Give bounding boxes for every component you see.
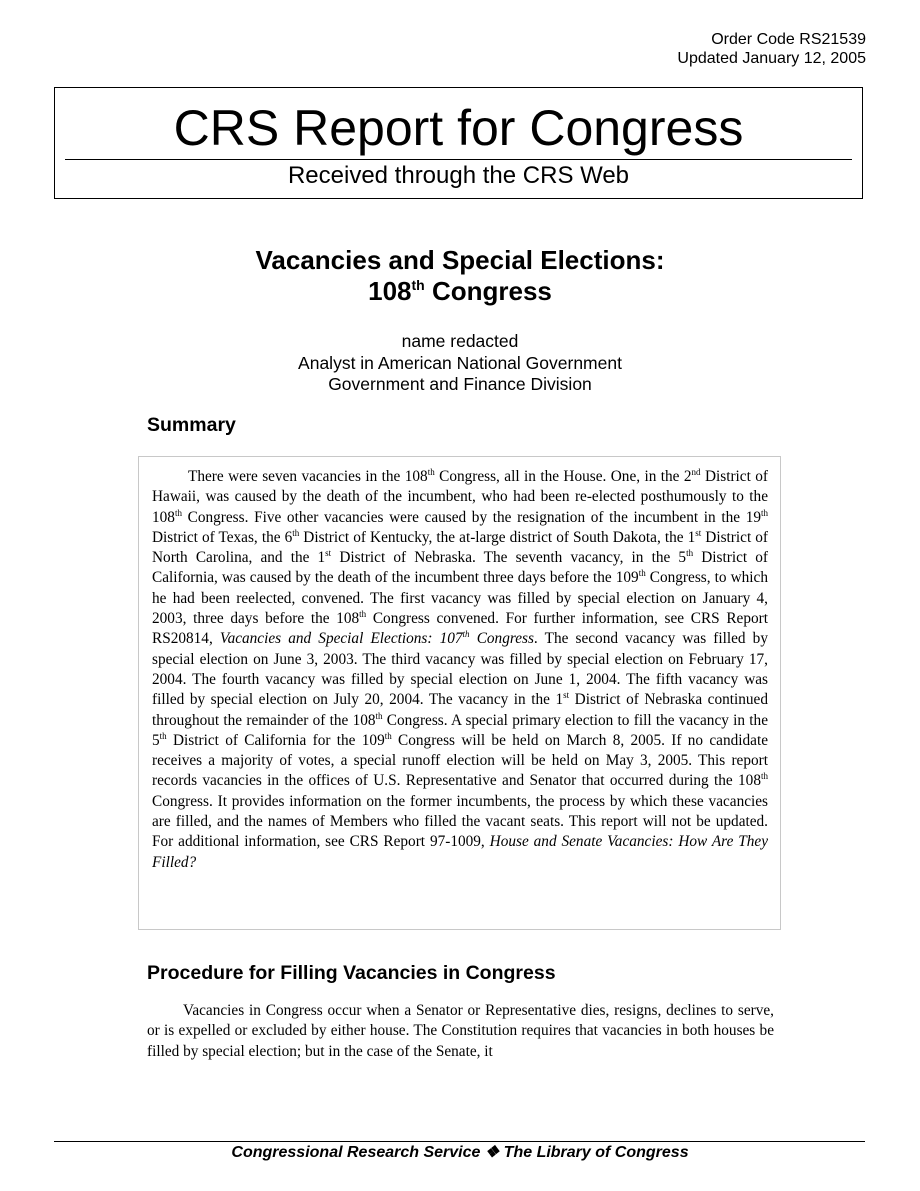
- order-code-block: [677, 30, 866, 68]
- crs-banner: [54, 87, 863, 199]
- footer-loc: The Library of Congress: [503, 1144, 689, 1161]
- author-block: [0, 331, 920, 396]
- report-title: [0, 245, 920, 307]
- banner-subtitle: Received through the CRS Web: [287, 162, 630, 189]
- title-ordinal: th: [411, 277, 425, 293]
- report-title-line2: [0, 276, 920, 307]
- cited-report-title: Vacancies and Special Elections: 107th Congress: [219, 629, 534, 648]
- banner-divider: [65, 159, 852, 160]
- order-code: Order Code RS21539: [711, 31, 866, 48]
- procedure-heading: Procedure for Filling Vacancies in Congress: [147, 962, 556, 984]
- footer-crs: Congressional Research Service: [231, 1144, 481, 1161]
- procedure-body: [147, 1001, 774, 1062]
- diamond-separator-icon: ❖: [484, 1144, 500, 1161]
- report-title-line1: Vacancies and Special Elections:: [255, 245, 665, 275]
- footer-divider: [54, 1141, 865, 1142]
- title-congress-word: Congress: [424, 276, 552, 306]
- banner-title: CRS Report for Congress: [173, 100, 744, 156]
- summary-heading: Summary: [147, 414, 236, 436]
- title-congress-number: 108: [368, 276, 412, 306]
- cited-report-title-2: House and Senate Vacancies: How Are They Filled?: [152, 833, 768, 871]
- procedure-paragraph: Vacancies in Congress occur when a Senator or Representative dies, resigns, declines to serve, or is expelled or excluded by either house. The Constitution requires that vacancies in both houses be filled by special election; but in the case of the Senate, it: [147, 1002, 774, 1060]
- summary-paragraph: There were seven vacancies in the 108th Congress, all in the House. One, in the 2nd District of Hawaii, was caused by the death of the incumbent, who had been re-elected posthumously to the 108th Congress. Five other vacancies were caused by the resignation of the incumbent in the 19th District of Texas, the 6th District of Kentucky, the at-large district of South Dakota, the 1st District of North Carolina, and the 1st District of Nebraska. The seventh vacancy, in the 5th District of California, was caused by the death of the incumbent three days before the 109th Congress, to which he had been reelected, convened. The first vacancy was filled by special election on January 4, 2003, three days before the 108th Congress convened. For further information, see CRS Report RS20814, Vacancies and Special Elections: 107th Congress. The second vacancy was filled by special election on June 3, 2003. The third vacancy was filled by special election on February 17, 2004. The fourth vacancy was filled by special election on June 1, 2004. The fifth vacancy was filled by special election on July 20, 2004. The vacancy in the 1st District of Nebraska continued throughout the remainder of the 108th Congress. A special primary election to fill the vacancy in the 5th District of California for the 109th Congress will be held on March 8, 2005. If no candidate receives a majority of votes, a special runoff election will be held on May 3, 2005. This report records vacancies in the offices of U.S. Representative and Senator that occurred during the 108th Congress. It provides information on the former incumbents, the process by which these vacancies are filled, and the names of Members who filled the vacant seats. This report will not be updated. For additional information, see CRS Report 97-1009, House and Senate Vacancies: How Are They Filled?: [152, 467, 769, 871]
- footer: [0, 1143, 920, 1163]
- summary-box: [138, 456, 781, 930]
- author-role: Analyst in American National Government: [298, 352, 622, 373]
- author-division: Government and Finance Division: [328, 374, 592, 394]
- updated-date: Updated January 12, 2005: [677, 50, 866, 67]
- author-name: name redacted: [401, 331, 519, 351]
